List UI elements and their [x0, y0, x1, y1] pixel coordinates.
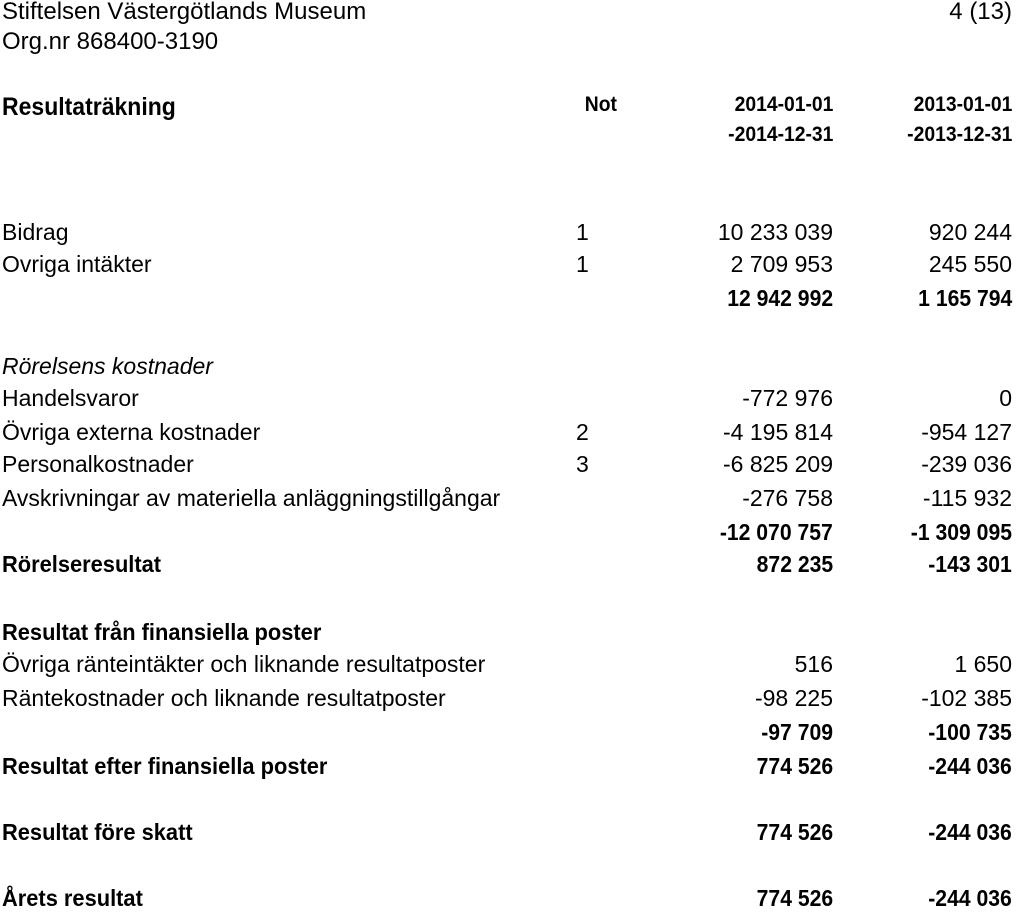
row-value-2014: -98 225: [754, 685, 833, 711]
row-value-2013: 920 244: [928, 219, 1012, 245]
row-label: Personalkostnader: [2, 451, 194, 477]
section-heading-rorelsens-kostnader: [0, 349, 1024, 383]
col2-period-end: -2013-12-31: [906, 123, 1012, 146]
row-value-2014: -6 825 209: [723, 451, 833, 477]
table-row-rorelseresultat: [0, 547, 1024, 581]
row-value-2014: 10 233 039: [717, 219, 833, 245]
table-row-ovriga-externa-kostnader: [0, 415, 1024, 449]
row-label: Bidrag: [2, 219, 69, 245]
row-value-2013: -954 127: [921, 419, 1012, 445]
page-number: 4 (13): [949, 0, 1012, 25]
row-value-2014: 516: [794, 651, 833, 677]
row-value-2014: 12 942 992: [727, 285, 833, 311]
table-row-sum-intakter: [0, 281, 1024, 315]
row-value-2013: -1 309 095: [910, 519, 1012, 545]
section-label: Rörelsens kostnader: [2, 353, 213, 379]
row-value-2014: 774 526: [756, 753, 833, 779]
row-label: Resultat före skatt: [2, 819, 193, 845]
col1-period-end: -2014-12-31: [727, 123, 833, 146]
row-label: Övriga externa kostnader: [2, 419, 261, 445]
table-row-handelsvaror: [0, 381, 1024, 415]
table-row-bidrag: [0, 215, 1024, 249]
row-value-2014: -12 070 757: [720, 519, 833, 545]
row-label: Handelsvaror: [2, 385, 139, 411]
organization-number: Org.nr 868400-3190: [2, 28, 219, 55]
row-value-2014: -97 709: [761, 719, 833, 745]
organization-name: Stiftelsen Västergötlands Museum: [2, 0, 367, 25]
row-label: Rörelseresultat: [2, 551, 162, 577]
table-row-rantekostnader: [0, 681, 1024, 715]
row-value-2014: 872 235: [756, 551, 833, 577]
col1-period-start: 2014-01-01: [734, 93, 833, 116]
row-value-2014: -276 758: [742, 485, 833, 511]
note-column-header: Not: [584, 93, 617, 116]
row-label: Räntekostnader och liknande resultatposter: [2, 685, 446, 711]
row-value-2014: 774 526: [756, 819, 833, 845]
row-label: Övriga ränteintäkter och liknande resultatposter: [2, 651, 486, 677]
table-row-ranteintakter: [0, 647, 1024, 681]
row-value-2013: -244 036: [928, 819, 1012, 845]
table-row-avskrivningar: [0, 481, 1024, 515]
row-value-2013: 1 165 794: [917, 285, 1012, 311]
row-note: 3: [576, 451, 589, 477]
row-value-2013: -143 301: [928, 551, 1012, 577]
row-value-2013: 1 650: [954, 651, 1012, 677]
col2-period-start: 2013-01-01: [913, 93, 1012, 116]
row-label: Ovriga intäkter: [2, 251, 152, 277]
row-label: Avskrivningar av materiella anläggningstillgångar: [2, 485, 501, 511]
table-row-arets-resultat: [0, 881, 1024, 915]
row-value-2014: 2 709 953: [730, 251, 833, 277]
row-value-2013: -244 036: [928, 885, 1012, 911]
table-row-ovriga-intakter: [0, 247, 1024, 281]
row-value-2014: -772 976: [742, 385, 833, 411]
section-heading-finansiella-poster: [0, 615, 1024, 649]
row-value-2013: -239 036: [921, 451, 1012, 477]
row-value-2013: 0: [999, 385, 1012, 411]
statement-title: Resultaträkning: [2, 93, 176, 121]
row-note: 2: [576, 419, 589, 445]
row-value-2013: -100 735: [928, 719, 1012, 745]
table-row-resultat-efter-finansiella: [0, 749, 1024, 783]
table-row-personalkostnader: [0, 447, 1024, 481]
table-row-resultat-fore-skatt: [0, 815, 1024, 849]
row-label: Resultat efter finansiella poster: [2, 753, 328, 779]
row-note: 1: [576, 219, 589, 245]
row-value-2013: -102 385: [921, 685, 1012, 711]
row-label: Årets resultat: [2, 885, 143, 911]
row-value-2013: -244 036: [928, 753, 1012, 779]
row-value-2014: 774 526: [756, 885, 833, 911]
row-note: 1: [576, 251, 589, 277]
row-value-2013: -115 932: [922, 485, 1012, 511]
row-value-2013: 245 550: [928, 251, 1012, 277]
table-row-sum-kostnader: [0, 515, 1024, 549]
row-value-2014: -4 195 814: [723, 419, 833, 445]
table-row-sum-finansiella: [0, 715, 1024, 749]
section-label: Resultat från finansiella poster: [2, 619, 322, 645]
